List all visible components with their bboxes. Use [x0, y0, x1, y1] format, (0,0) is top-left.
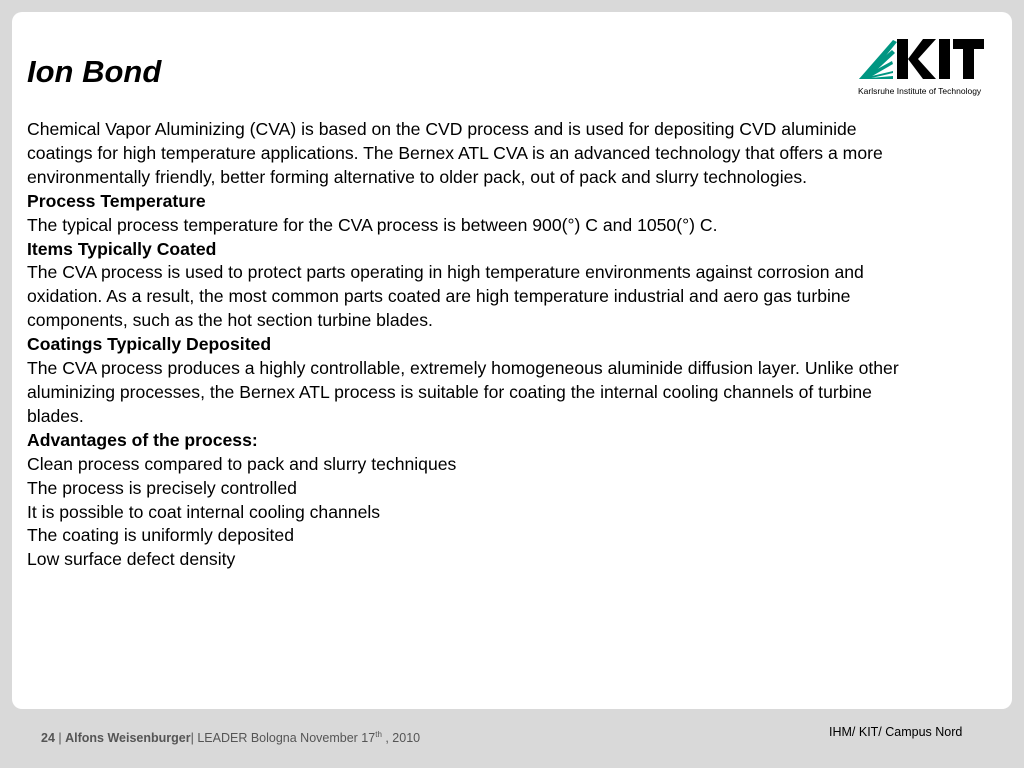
- footer-left: [41, 730, 420, 745]
- footer-separator: |: [58, 731, 62, 746]
- body-paragraph: The typical process temperature for the CVA process is between 900(°) C and 1050(°) C.: [27, 214, 718, 235]
- logo-tagline: Karlsruhe Institute of Technology: [858, 86, 982, 96]
- body-paragraph: The process is precisely controlled: [27, 477, 297, 498]
- slide: [12, 12, 1012, 709]
- slide-title: Ion Bond: [27, 54, 162, 89]
- footer-event-year: , 2010: [381, 731, 421, 746]
- slide-body: [27, 118, 907, 572]
- section-heading: Coatings Typically Deposited: [27, 334, 272, 355]
- body-paragraph: The CVA process produces a highly controllable, extremely homogeneous aluminide diffusion layer. Unlike other aluminizing processes, the Bernex ATL process is suitable for coating the internal cooling channels of turbine blades.: [27, 358, 899, 426]
- body-paragraph: Clean process compared to pack and slurry techniques: [27, 453, 457, 474]
- body-paragraph: The coating is uniformly deposited: [27, 525, 294, 546]
- section-heading: Advantages of the process:: [27, 429, 258, 450]
- footer-author: Alfons Weisenburger: [65, 731, 191, 746]
- kit-logo-icon: [857, 37, 987, 85]
- body-paragraph: The CVA process is used to protect parts operating in high temperature environments against corrosion and oxidation. As a result, the most common parts coated are high temperature industrial and aero gas turbine components, such as the hot section turbine blades.: [27, 262, 864, 331]
- body-paragraph: Low surface defect density: [27, 549, 236, 570]
- footer-event: | LEADER Bologna November 17: [190, 731, 376, 746]
- kit-logo: [857, 37, 987, 99]
- footer-institution: IHM/ KIT/ Campus Nord: [829, 725, 963, 739]
- footer-event-sup: th: [375, 730, 382, 739]
- section-heading: Items Typically Coated: [27, 238, 217, 259]
- body-paragraph: Chemical Vapor Aluminizing (CVA) is based on the CVD process and is used for depositing CVD aluminide coatings for high temperature applications. The Bernex ATL CVA is an advanced technology that offers a more environmentally friendly, better forming alternative to older pack, out of pack and slurry technologies.: [27, 119, 883, 187]
- section-heading: Process Temperature: [27, 190, 206, 211]
- page-number: 24: [41, 731, 55, 746]
- body-paragraph: It is possible to coat internal cooling channels: [27, 501, 381, 522]
